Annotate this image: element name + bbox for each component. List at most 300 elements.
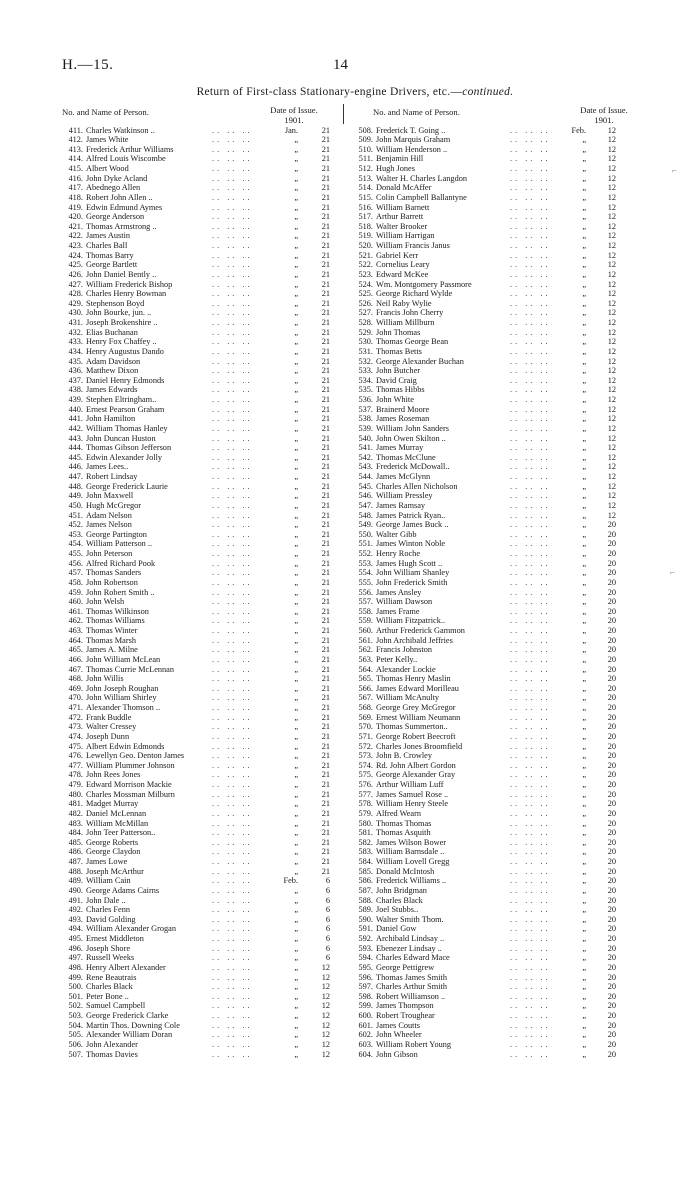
table-row xyxy=(352,568,644,578)
issue-month: „ xyxy=(294,318,298,327)
leader-dots: .. .. .. xyxy=(212,250,253,260)
issue-month: „ xyxy=(582,876,586,886)
issue-month: „ xyxy=(294,751,298,761)
leader-dots: .. .. .. xyxy=(510,375,551,385)
entry-number: 469. xyxy=(68,683,83,693)
entry-number: 548. xyxy=(358,510,373,520)
table-row xyxy=(352,491,644,501)
person-name: George Claydon xyxy=(86,847,141,857)
entry-number: 471. xyxy=(68,703,83,712)
right-column-list xyxy=(352,126,644,1060)
leader-dots: .. .. .. xyxy=(510,231,551,241)
issue-month: „ xyxy=(582,260,586,270)
table-row xyxy=(62,424,334,434)
leader-dots: .. .. .. xyxy=(510,751,551,761)
issue-month: „ xyxy=(294,414,298,424)
entry-number: 527. xyxy=(358,308,373,318)
leader-dots: .. .. .. xyxy=(212,395,253,404)
person-name: Thomas George Bean xyxy=(376,337,449,347)
table-row xyxy=(62,405,334,415)
leader-dots: .. .. .. xyxy=(510,452,551,462)
issue-month: „ xyxy=(582,1001,586,1011)
table-row xyxy=(62,953,334,963)
person-name: Frederick Williams .. xyxy=(376,876,447,886)
leader-dots: .. .. .. xyxy=(212,972,253,982)
issue-day: 21 xyxy=(321,260,330,270)
person-name: Frederick T. Going .. xyxy=(376,125,446,135)
issue-month: „ xyxy=(294,789,298,799)
table-row xyxy=(62,886,334,896)
table-row xyxy=(62,414,334,424)
issue-day: 20 xyxy=(607,539,616,549)
person-name: Alexander William Doran xyxy=(86,1030,173,1040)
issue-month: „ xyxy=(582,982,586,992)
issue-month: „ xyxy=(582,1020,586,1030)
issue-month: „ xyxy=(294,202,298,212)
title-main: Return of First-class Stationary-engine Drivers, etc.— xyxy=(196,86,463,98)
table-row xyxy=(62,847,334,857)
entry-number: 425. xyxy=(68,260,83,270)
table-row xyxy=(62,588,334,598)
table-row xyxy=(62,578,334,588)
leader-dots: .. .. .. xyxy=(510,491,551,501)
issue-day: 12 xyxy=(607,289,616,299)
entry-number: 501. xyxy=(68,991,83,1001)
issue-day: 12 xyxy=(607,346,616,356)
leader-dots: .. .. .. xyxy=(212,924,253,934)
entry-number: 422. xyxy=(68,231,83,241)
issue-day: 21 xyxy=(321,154,330,164)
issue-month: „ xyxy=(582,202,586,212)
entry-number: 522. xyxy=(358,260,373,270)
entry-number: 564. xyxy=(358,664,373,674)
leader-dots: .. .. .. xyxy=(212,934,253,943)
entry-number: 456. xyxy=(68,558,83,568)
issue-day: 12 xyxy=(607,356,616,366)
leader-dots: .. .. .. xyxy=(510,337,551,347)
person-name: James Ansley xyxy=(376,587,422,597)
issue-day: 12 xyxy=(607,241,616,250)
table-row xyxy=(352,732,644,742)
issue-month: „ xyxy=(582,866,586,876)
leader-dots: .. .. .. xyxy=(510,664,551,674)
issue-month: „ xyxy=(294,520,298,530)
issue-month: „ xyxy=(582,847,586,857)
issue-day: 21 xyxy=(321,539,330,549)
issue-day: 20 xyxy=(607,914,616,924)
issue-day: 21 xyxy=(321,202,330,212)
leader-dots: .. .. .. xyxy=(510,654,551,664)
entry-number: 594. xyxy=(358,953,373,963)
table-row xyxy=(62,539,334,549)
issue-month: „ xyxy=(294,683,298,693)
issue-day: 21 xyxy=(321,472,330,481)
leader-dots: .. .. .. xyxy=(212,192,253,202)
issue-day: 21 xyxy=(321,828,330,838)
table-row xyxy=(62,1021,334,1031)
person-name: Martin Thos. Downing Cole xyxy=(86,1020,180,1030)
person-name: George Adams Cairns xyxy=(86,885,160,895)
leader-dots: .. .. .. xyxy=(212,452,253,462)
issue-day: 6 xyxy=(325,934,330,943)
issue-month: „ xyxy=(582,635,586,645)
leader-dots: .. .. .. xyxy=(212,164,253,173)
leader-dots: .. .. .. xyxy=(510,982,551,992)
issue-month: „ xyxy=(582,597,586,607)
right-date-column-header xyxy=(568,105,640,125)
issue-month: „ xyxy=(294,597,298,607)
table-row xyxy=(352,424,644,434)
issue-month: „ xyxy=(294,337,298,347)
issue-day: 20 xyxy=(607,654,616,664)
issue-month: „ xyxy=(582,683,586,693)
table-row xyxy=(352,828,644,838)
table-row xyxy=(62,318,334,328)
issue-day: 21 xyxy=(321,857,330,866)
issue-day: 12 xyxy=(607,443,616,453)
entry-number: 515. xyxy=(358,192,373,202)
table-row xyxy=(62,530,334,540)
person-name: John Marquis Graham xyxy=(376,135,451,145)
entry-number: 464. xyxy=(68,635,83,645)
leader-dots: .. .. .. xyxy=(212,606,253,616)
table-row xyxy=(62,328,334,338)
leader-dots: .. .. .. xyxy=(510,674,551,684)
entry-number: 440. xyxy=(68,404,83,414)
person-name: Madget Murray xyxy=(86,799,139,809)
issue-day: 20 xyxy=(607,789,616,799)
entry-number: 510. xyxy=(358,144,373,154)
leader-dots: .. .. .. xyxy=(510,1001,551,1011)
leader-dots: .. .. .. xyxy=(510,356,551,366)
person-name: James McGlynn xyxy=(376,472,431,481)
entry-number: 520. xyxy=(358,241,373,250)
table-row xyxy=(62,395,334,405)
entry-number: 494. xyxy=(68,924,83,934)
person-name: Thomas Asquith xyxy=(376,828,431,838)
date-header-year: 1901. xyxy=(594,115,614,125)
person-name: Robert Williamson .. xyxy=(376,991,446,1001)
entry-number: 451. xyxy=(68,510,83,520)
table-row xyxy=(352,260,644,270)
person-name: Frank Buddle xyxy=(86,712,132,722)
issue-day: 21 xyxy=(321,568,330,578)
issue-month: „ xyxy=(294,914,298,924)
leader-dots: .. .. .. xyxy=(510,135,551,145)
table-row xyxy=(62,520,334,530)
table-row xyxy=(62,636,334,646)
issue-month: „ xyxy=(294,943,298,953)
leader-dots: .. .. .. xyxy=(212,828,253,838)
table-row xyxy=(352,405,644,415)
person-name: Daniel McLennan xyxy=(86,808,147,818)
entry-number: 587. xyxy=(358,885,373,895)
table-row xyxy=(352,578,644,588)
entry-number: 561. xyxy=(358,635,373,645)
entry-number: 519. xyxy=(358,231,373,241)
person-name: Arthur Frederick Gammon xyxy=(376,626,465,635)
entry-number: 465. xyxy=(68,645,83,655)
table-row xyxy=(62,770,334,780)
issue-month: „ xyxy=(582,443,586,453)
issue-day: 21 xyxy=(321,549,330,558)
leader-dots: .. .. .. xyxy=(212,587,253,597)
issue-month: „ xyxy=(294,250,298,260)
table-row xyxy=(352,289,644,299)
table-row xyxy=(352,328,644,338)
issue-month: „ xyxy=(582,250,586,260)
issue-day: 20 xyxy=(607,712,616,722)
person-name: Alexander Lockie xyxy=(376,664,436,674)
entry-number: 482. xyxy=(68,808,83,818)
issue-month: „ xyxy=(294,558,298,568)
leader-dots: .. .. .. xyxy=(212,433,253,443)
issue-day: 20 xyxy=(607,616,616,626)
leader-dots: .. .. .. xyxy=(212,356,253,366)
table-row xyxy=(62,1001,334,1011)
table-row xyxy=(352,520,644,530)
leader-dots: .. .. .. xyxy=(510,443,551,453)
leader-dots: .. .. .. xyxy=(510,770,551,780)
person-name: John Peterson xyxy=(86,549,133,558)
issue-month: „ xyxy=(582,808,586,818)
person-name: Joseph Brokenshire .. xyxy=(86,318,158,327)
table-row xyxy=(352,1030,644,1040)
issue-day: 20 xyxy=(607,780,616,789)
issue-day: 21 xyxy=(321,510,330,520)
entry-number: 424. xyxy=(68,250,83,260)
entry-number: 511. xyxy=(358,154,373,164)
leader-dots: .. .. .. xyxy=(212,558,253,568)
table-row xyxy=(62,963,334,973)
person-name: Thomas Gibson Jefferson xyxy=(86,443,172,453)
entry-number: 427. xyxy=(68,279,83,289)
entry-number: 504. xyxy=(68,1020,83,1030)
leader-dots: .. .. .. xyxy=(212,982,253,992)
issue-day: 21 xyxy=(321,645,330,655)
table-row xyxy=(352,154,644,164)
issue-day: 21 xyxy=(321,241,330,250)
issue-month: „ xyxy=(582,577,586,587)
table-row xyxy=(352,270,644,280)
person-name: Ernest William Neumann xyxy=(376,712,461,722)
person-name: John White xyxy=(376,395,414,404)
issue-day: 20 xyxy=(607,982,616,992)
table-row xyxy=(62,674,334,684)
leader-dots: .. .. .. xyxy=(510,866,551,876)
person-name: John Willis xyxy=(86,674,124,684)
table-row xyxy=(352,164,644,174)
issue-month: „ xyxy=(294,212,298,222)
person-name: John Wheeler xyxy=(376,1030,422,1040)
issue-month: „ xyxy=(582,183,586,193)
issue-month: „ xyxy=(294,356,298,366)
table-row xyxy=(62,1040,334,1050)
issue-month: „ xyxy=(582,780,586,789)
leader-dots: .. .. .. xyxy=(212,866,253,876)
person-name: Hugh McGregor xyxy=(86,500,142,510)
issue-day: 20 xyxy=(607,674,616,684)
person-name: Elias Buchanan xyxy=(86,327,138,337)
entry-number: 567. xyxy=(358,693,373,703)
entry-number: 554. xyxy=(358,568,373,578)
issue-month: „ xyxy=(294,568,298,578)
table-row xyxy=(62,299,334,309)
person-name: John Dyke Acland xyxy=(86,173,148,183)
issue-day: 12 xyxy=(607,279,616,289)
table-row xyxy=(352,867,644,877)
issue-day: 12 xyxy=(607,221,616,231)
entry-number: 591. xyxy=(358,924,373,934)
entry-number: 529. xyxy=(358,327,373,337)
issue-day: 21 xyxy=(321,433,330,443)
table-row xyxy=(352,597,644,607)
issue-month: „ xyxy=(582,799,586,809)
issue-month: „ xyxy=(582,885,586,895)
issue-month: „ xyxy=(294,241,298,250)
issue-month: „ xyxy=(582,924,586,934)
issue-month: „ xyxy=(294,404,298,414)
issue-month: „ xyxy=(294,953,298,963)
issue-day: 20 xyxy=(607,664,616,674)
issue-month: „ xyxy=(582,423,586,433)
leader-dots: .. .. .. xyxy=(212,1039,253,1049)
table-row xyxy=(352,1011,644,1021)
issue-month: „ xyxy=(582,337,586,347)
table-row xyxy=(62,1011,334,1021)
entry-number: 453. xyxy=(68,529,83,539)
entry-number: 540. xyxy=(358,433,373,443)
person-name: Thomas Thomas xyxy=(376,818,432,828)
entry-number: 526. xyxy=(358,298,373,308)
leader-dots: .. .. .. xyxy=(212,703,253,712)
issue-month: „ xyxy=(582,154,586,164)
leader-dots: .. .. .. xyxy=(212,664,253,674)
leader-dots: .. .. .. xyxy=(510,828,551,838)
person-name: Arthur Barrett xyxy=(376,212,424,222)
issue-month: „ xyxy=(294,808,298,818)
issue-day: 21 xyxy=(321,192,330,202)
issue-day: 20 xyxy=(607,683,616,693)
entry-number: 435. xyxy=(68,356,83,366)
entry-number: 557. xyxy=(358,597,373,607)
issue-day: 6 xyxy=(325,895,330,905)
entry-number: 602. xyxy=(358,1030,373,1040)
issue-day: 21 xyxy=(321,144,330,154)
issue-day: 6 xyxy=(325,885,330,895)
entry-number: 490. xyxy=(68,885,83,895)
person-name: George Anderson xyxy=(86,212,145,222)
person-name: Peter Bone .. xyxy=(86,991,129,1001)
table-row xyxy=(352,434,644,444)
issue-day: 20 xyxy=(607,857,616,866)
table-row xyxy=(352,1040,644,1050)
person-name: Charles Ball xyxy=(86,241,128,250)
leader-dots: .. .. .. xyxy=(510,731,551,741)
entry-number: 498. xyxy=(68,962,83,972)
issue-day: 12 xyxy=(321,972,330,982)
entry-number: 593. xyxy=(358,943,373,953)
issue-day: 20 xyxy=(607,520,616,530)
issue-month: „ xyxy=(582,549,586,558)
person-name: William Robert Young xyxy=(376,1039,452,1049)
issue-month: „ xyxy=(582,462,586,472)
issue-month: „ xyxy=(294,857,298,866)
entry-number: 572. xyxy=(358,741,373,751)
table-row xyxy=(352,395,644,405)
issue-month: „ xyxy=(582,857,586,866)
table-row xyxy=(352,780,644,790)
leader-dots: .. .. .. xyxy=(212,481,253,491)
issue-day: 21 xyxy=(321,626,330,635)
person-name: Archibald Lindsay .. xyxy=(376,934,445,943)
table-row xyxy=(62,472,334,482)
table-row xyxy=(62,828,334,838)
entry-number: 421. xyxy=(68,221,83,231)
person-name: Robert John Allen .. xyxy=(86,192,153,202)
entry-number: 566. xyxy=(358,683,373,693)
table-row xyxy=(352,616,644,626)
issue-month: „ xyxy=(294,799,298,809)
leader-dots: .. .. .. xyxy=(212,231,253,241)
leader-dots: .. .. .. xyxy=(212,1020,253,1030)
person-name: Abednego Allen xyxy=(86,183,141,193)
issue-month: „ xyxy=(582,1011,586,1020)
table-row xyxy=(352,414,644,424)
issue-month: „ xyxy=(582,712,586,722)
issue-day: 21 xyxy=(321,500,330,510)
person-name: William Alexander Grogan xyxy=(86,924,176,934)
issue-day: 21 xyxy=(321,606,330,616)
issue-day: 20 xyxy=(607,962,616,972)
entry-number: 463. xyxy=(68,626,83,635)
issue-day: 21 xyxy=(321,789,330,799)
table-row xyxy=(352,462,644,472)
leader-dots: .. .. .. xyxy=(510,549,551,558)
issue-month: „ xyxy=(294,385,298,395)
table-row xyxy=(352,626,644,636)
entry-number: 528. xyxy=(358,318,373,327)
leader-dots: .. .. .. xyxy=(510,606,551,616)
issue-month: „ xyxy=(582,616,586,626)
person-name: Walter Smith Thom. xyxy=(376,914,444,924)
table-row xyxy=(352,453,644,463)
person-name: George Richard Wylde xyxy=(376,289,453,299)
table-row xyxy=(62,183,334,193)
issue-day: 20 xyxy=(607,1049,616,1059)
issue-day: 12 xyxy=(607,183,616,193)
table-row xyxy=(352,674,644,684)
issue-day: 20 xyxy=(607,626,616,635)
entry-number: 431. xyxy=(68,318,83,327)
table-row xyxy=(352,934,644,944)
leader-dots: .. .. .. xyxy=(510,587,551,597)
entry-number: 542. xyxy=(358,452,373,462)
person-name: Alfred Wearn xyxy=(376,808,422,818)
leader-dots: .. .. .. xyxy=(510,395,551,404)
issue-day: 20 xyxy=(607,905,616,915)
leader-dots: .. .. .. xyxy=(510,212,551,222)
table-row xyxy=(62,251,334,261)
issue-month: „ xyxy=(294,626,298,635)
issue-day: 21 xyxy=(321,269,330,279)
table-row xyxy=(62,838,334,848)
issue-month: „ xyxy=(294,500,298,510)
leader-dots: .. .. .. xyxy=(510,327,551,337)
issue-month: „ xyxy=(294,231,298,241)
table-row xyxy=(352,203,644,213)
person-name: Henry Augustus Dando xyxy=(86,346,164,356)
